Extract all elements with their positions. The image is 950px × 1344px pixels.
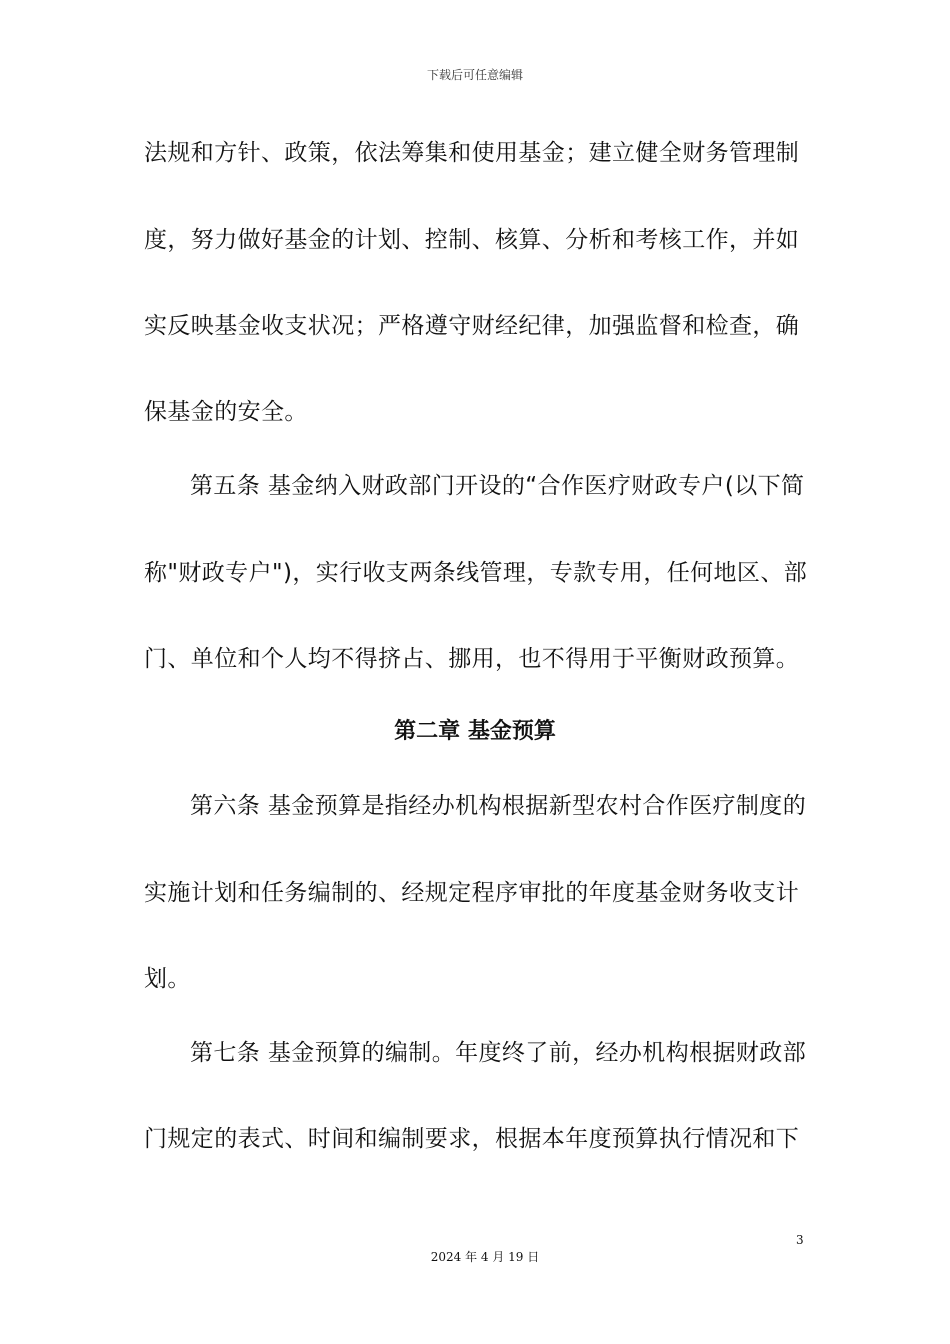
body-line: 度，努力做好基金的计划、控制、核算、分析和考核工作，并如 (144, 227, 800, 253)
body-line: 门规定的表式、时间和编制要求，根据本年度预算执行情况和下 (144, 1126, 800, 1152)
page-number: 3 (796, 1233, 804, 1247)
body-line: 划。 (144, 966, 191, 992)
page-header: 下载后可任意编辑 (426, 68, 523, 82)
article-6-line: 第六条 基金预算是指经办机构根据新型农村合作医疗制度的 (190, 793, 807, 819)
page-footer-date: 2024 年 4 月 19 日 (430, 1250, 540, 1264)
body-line: 实施计划和任务编制的、经规定程序审批的年度基金财务收支计 (144, 880, 800, 906)
body-line: 称"财政专户")，实行收支两条线管理，专款专用，任何地区、部 (144, 560, 808, 586)
article-7-line: 第七条 基金预算的编制。年度终了前，经办机构根据财政部 (190, 1040, 807, 1066)
body-line: 门、单位和个人均不得挤占、挪用，也不得用于平衡财政预算。 (144, 646, 800, 672)
body-line: 法规和方针、政策，依法筹集和使用基金；建立健全财务管理制 (144, 140, 800, 166)
chapter-title: 第二章 基金预算 (394, 719, 556, 744)
body-line: 保基金的安全。 (144, 399, 308, 425)
article-5-line: 第五条 基金纳入财政部门开设的“合作医疗财政专户(以下简 (190, 473, 805, 499)
body-line: 实反映基金收支状况；严格遵守财经纪律，加强监督和检查，确 (144, 313, 800, 339)
